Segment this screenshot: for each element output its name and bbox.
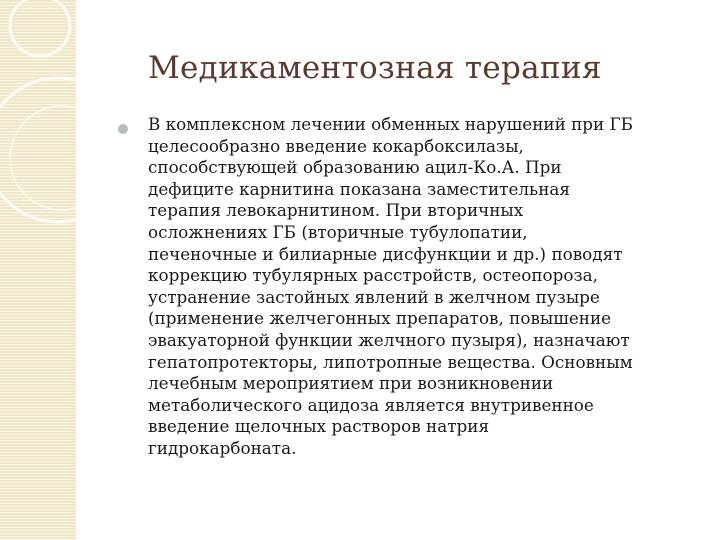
paragraph-line: коррекцию тубулярных расстройств, остеопороза, bbox=[148, 265, 598, 286]
bullet-marker bbox=[118, 124, 128, 134]
bullet-paragraph bbox=[148, 114, 704, 460]
paragraph-line: (применение желчегонных препаратов, повышение bbox=[148, 308, 612, 329]
paragraph-line: эвакуаторной функции желчного пузыря), назначают bbox=[148, 329, 630, 350]
paragraph-line: метаболического ацидоза является внутривенное bbox=[148, 394, 594, 415]
paragraph-line: осложнениях ГБ (вторичные тубулопатии, bbox=[148, 221, 528, 242]
paragraph-line: устранение застойных явлений в желчном пузыре bbox=[148, 286, 600, 307]
paragraph-line: печеночные и билиарные дисфункции и др.) поводят bbox=[148, 243, 623, 264]
paragraph-line: дефиците карнитина показана заместительная bbox=[148, 178, 570, 199]
paragraph-line: способствующей образованию ацил-Ко.А. При bbox=[148, 157, 562, 178]
paragraph-line: терапия левокарнитином. При вторичных bbox=[148, 200, 524, 221]
decorative-circles bbox=[0, 0, 76, 540]
paragraph-line: лечебным мероприятием при возникновении bbox=[148, 373, 554, 394]
decorative-side-panel bbox=[0, 0, 76, 540]
paragraph-line: В комплексном лечении обменных нарушений при ГБ bbox=[148, 114, 633, 134]
slide-title: Медикаментозная терапия bbox=[148, 50, 602, 86]
paragraph-line: гидрокарбоната. bbox=[148, 437, 297, 458]
paragraph-line: гепатопротекторы, липотропные вещества. Основным bbox=[148, 351, 633, 372]
paragraph-line: целесообразно введение кокарбоксилазы, bbox=[148, 135, 524, 156]
paragraph-line: введение щелочных растворов натрия bbox=[148, 416, 490, 437]
